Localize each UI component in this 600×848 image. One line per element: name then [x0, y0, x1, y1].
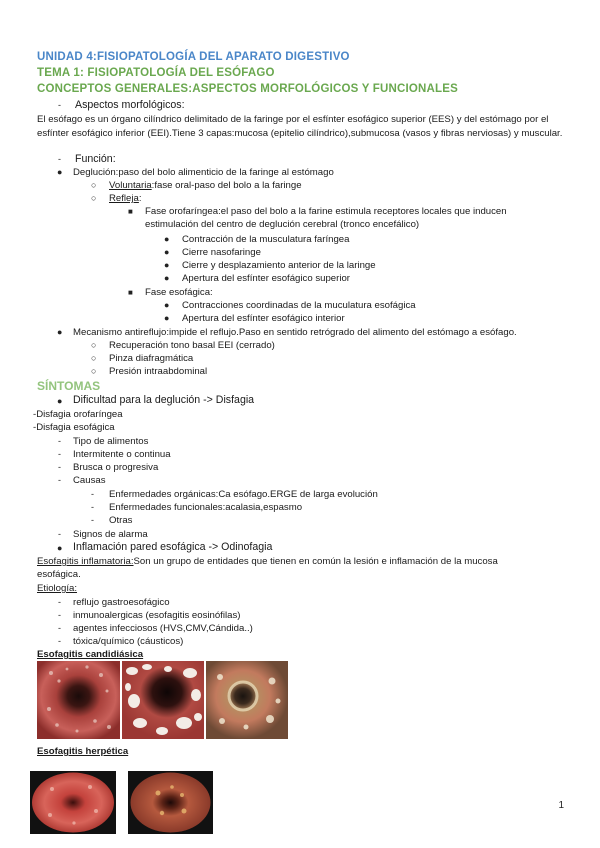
bullet-dot: ● — [57, 396, 63, 406]
bullet-dot: ● — [164, 247, 170, 257]
morphology-paragraph: El esófago es un órgano cilíndrico delimitado de la faringe por el esfínter esofágico superior (EES) y del estómago por el esfínter esofágico inferior (EEI).Tiene 3 capas:mucosa (epitelio cilíndrico),submucosa (vasos y fibras nerviosas) y muscular. — [37, 114, 563, 139]
oropharyngeal-phase-line2: estimulación del centro de deglución cerebral (tronco encefálico) — [145, 219, 420, 230]
dysphagia-item: Dificultad para la deglución -> Disfagia — [73, 394, 255, 406]
eso-list-item: Apertura del esfínter esofágico interior — [182, 313, 345, 324]
section-heading-concepts: CONCEPTOS GENERALES:ASPECTOS MORFOLÓGICOS Y FUNCIONALES — [37, 83, 459, 95]
bullet-dot: ● — [57, 167, 63, 177]
inflammatory-esophagitis-label: Esofagitis inflamatoria: — [37, 556, 134, 567]
etiology-item: inmunoalergicas (esofagitis eosinófilas) — [73, 610, 241, 621]
bullet-dot: ● — [57, 327, 63, 337]
etiology-title: Etiología: — [37, 583, 78, 594]
endoscopy-herpes-image-2 — [128, 771, 213, 834]
bullet-circle: ○ — [91, 193, 97, 203]
antireflux-item: Mecanismo antireflujo:impide el reflujo.Paso en sentido retrógrado del alimento del estómago a esófago. — [73, 327, 517, 338]
bullet-dot: ● — [57, 543, 63, 553]
inflammatory-esophagitis-text: Son un grupo de entidades que tienen en común la lesión e inflamación de la mucosa — [133, 556, 498, 567]
voluntary-text: :fase oral-paso del bolo a la faringe — [151, 180, 302, 191]
dash-marker: - — [58, 610, 61, 620]
dash-marker: - — [58, 597, 61, 607]
dysphagia-feature: Tipo de alimentos — [73, 436, 149, 447]
dysphagia-feature: Brusca o progresiva — [73, 462, 159, 473]
topic-heading: TEMA 1: FISIOPATOLOGÍA DEL ESÓFAGO — [37, 67, 275, 79]
dash-marker: - — [58, 475, 61, 485]
inflammatory-esophagitis-line1 — [37, 555, 498, 568]
bullet-square: ■ — [128, 207, 133, 216]
page-number: 1 — [558, 800, 564, 811]
antireflux-subitem: Pinza diafragmática — [109, 353, 194, 364]
reflex-label: Refleja — [109, 193, 139, 204]
dash-marker: - — [58, 449, 61, 459]
dash-marker: - — [58, 529, 61, 539]
endoscopy-herpes-image-1 — [30, 771, 116, 834]
endoscopy-candida-image-3 — [206, 661, 288, 739]
odynophagia-item: Inflamación pared esofágica -> Odinofagia — [73, 541, 273, 553]
etiology-item: agentes infecciosos (HVS,CMV,Cándida..) — [73, 623, 253, 634]
bullet-dot: ● — [164, 273, 170, 283]
bullet-dot: ● — [164, 300, 170, 310]
dash-marker: - — [58, 100, 61, 110]
symptoms-heading: SÍNTOMAS — [37, 379, 101, 393]
dash-marker: - — [58, 154, 61, 164]
unit-heading: UNIDAD 4:FISIOPATOLOGÍA DEL APARATO DIGESTIVO — [37, 51, 350, 63]
bullet-square: ■ — [128, 288, 133, 297]
bullet-dot: ● — [164, 313, 170, 323]
cause-item: Otras — [109, 515, 133, 526]
oro-list-item: Cierre y desplazamiento anterior de la laringe — [182, 260, 376, 271]
esophageal-phase: Fase esofágica: — [145, 287, 213, 298]
cause-item: Enfermedades funcionales:acalasia,espasmo — [109, 502, 303, 513]
deglution-item: Deglución:paso del bolo alimenticio de la faringe al estómago — [73, 167, 334, 178]
dash-marker: - — [91, 515, 94, 525]
bullet-dot: ● — [164, 260, 170, 270]
endoscopy-candida-image-1 — [37, 661, 120, 739]
cause-item: Enfermedades orgánicas:Ca esófago.ERGE de larga evolución — [109, 489, 378, 500]
dash-marker: - — [58, 636, 61, 646]
oropharyngeal-phase-line1: Fase orofaríngea:el paso del bolo a la farine estimula receptores locales que inducen — [145, 206, 507, 217]
dash-marker: - — [58, 623, 61, 633]
bullet-circle: ○ — [91, 353, 97, 363]
herpes-caption: Esofagitis herpética — [37, 746, 129, 757]
inflammatory-esophagitis-line2: esofágica. — [37, 569, 81, 580]
antireflux-subitem: Recuperación tono basal EEI (cerrado) — [109, 340, 275, 351]
alarm-signs: Signos de alarma — [73, 529, 148, 540]
reflex-colon: : — [138, 193, 142, 204]
function-title: Función: — [75, 153, 116, 165]
antireflux-subitem: Presión intraabdominal — [109, 366, 208, 377]
oro-list-item: Cierre nasofaringe — [182, 247, 261, 258]
oro-list-item: Contracción de la musculatura faríngea — [182, 234, 350, 245]
reflex-item — [109, 192, 142, 205]
morphology-title: Aspectos morfológicos: — [75, 99, 185, 111]
dysphagia-feature: Causas — [73, 475, 106, 486]
endoscopy-candida-image-2 — [122, 661, 204, 739]
etiology-item: tóxica/químico (cáusticos) — [73, 636, 184, 647]
candida-caption: Esofagitis candidiásica — [37, 649, 144, 660]
bullet-dot: ● — [164, 234, 170, 244]
bullet-circle: ○ — [91, 180, 97, 190]
voluntary-item — [109, 179, 302, 192]
bullet-circle: ○ — [91, 366, 97, 376]
bullet-circle: ○ — [91, 340, 97, 350]
dash-marker: - — [58, 436, 61, 446]
oropharyngeal-dysphagia: -Disfagia orofaríngea — [33, 409, 123, 420]
oro-list-item: Apertura del esfínter esofágico superior — [182, 273, 350, 284]
dash-marker: - — [91, 489, 94, 499]
dash-marker: - — [58, 462, 61, 472]
dash-marker: - — [91, 502, 94, 512]
eso-list-item: Contracciones coordinadas de la muculatura esofágica — [182, 300, 416, 311]
voluntary-label: Voluntaria — [109, 180, 152, 191]
etiology-item: reflujo gastroesofágico — [73, 597, 170, 608]
esophageal-dysphagia: -Disfagia esofágica — [33, 422, 115, 433]
dysphagia-feature: Intermitente o continua — [73, 449, 171, 460]
